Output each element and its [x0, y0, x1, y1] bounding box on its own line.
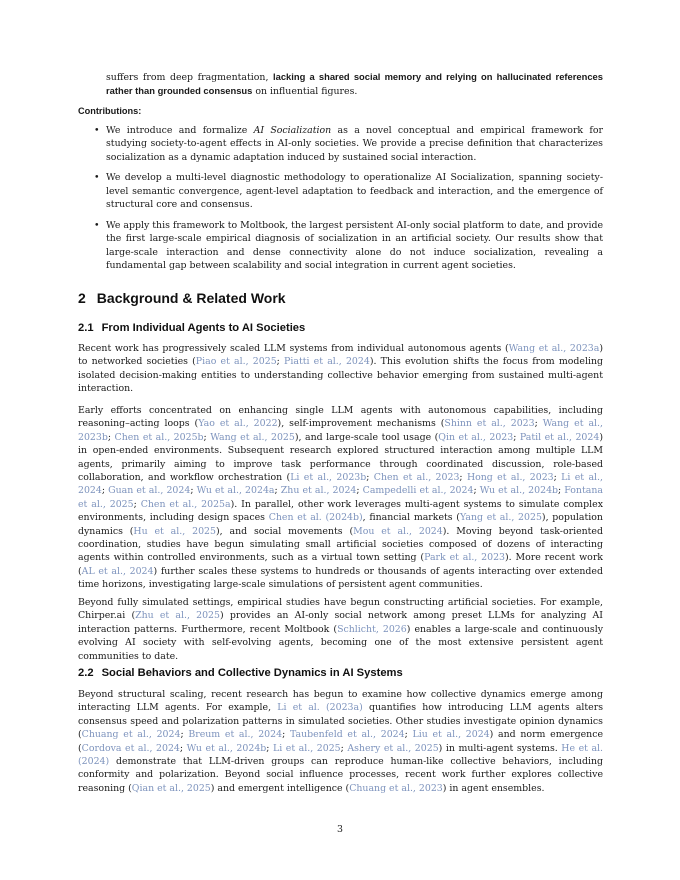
paragraph-text: ), and large-scale tool usage ( [294, 431, 439, 443]
subsection-number: 2.2 [78, 667, 94, 679]
paragraph [78, 404, 603, 592]
citation-link[interactable]: Chuang et al., 2024 [81, 729, 181, 741]
paragraph [78, 688, 603, 795]
citation-link[interactable]: Chen et al., 2025a [140, 498, 231, 510]
citation-link[interactable]: Shinn et al., 2023 [444, 418, 535, 430]
paragraph-text: quantifies how introducing LLM agents alters consensus speed and polarization patterns in simulated societies. Other studies investigate opinion dynamics ( [78, 702, 604, 741]
contribution-text-tail: as a novel conceptual and empirical framework for studying society-to-agent effects in AI-only societies. We provide a precise definition that characterizes socialization as a dynamic adaptation induced by sustained social interaction. [106, 125, 603, 163]
citation-link[interactable]: Taubenfeld et al., 2024 [289, 729, 405, 741]
citation-link[interactable]: Wu et al., 2024b [186, 742, 267, 754]
citation-link[interactable]: Wu et al., 2024b [479, 485, 559, 497]
paragraph-text: ) to networked societies ( [78, 343, 604, 368]
section-heading [78, 290, 286, 306]
citation-link[interactable]: Liu et al., 2024 [412, 729, 490, 741]
paragraph-text: ; [107, 431, 115, 443]
citation-link[interactable]: Hu et al., 2025 [133, 525, 216, 537]
citation-link[interactable]: Fontana et al., 2025 [78, 485, 603, 510]
citation-link[interactable]: Guan et al., 2024 [108, 485, 191, 497]
paragraph-text: ) and norm emergence ( [78, 729, 604, 754]
contribution-item [78, 124, 603, 164]
paragraph-text: ). More recent work ( [78, 552, 603, 577]
paragraph-text: ) further scales these systems to hundreds or thousands of agents interacting over extended time horizons, investigating large-scale simulations of persistent agent communities. [78, 565, 603, 591]
paragraph-text: ; [203, 431, 211, 443]
citation-link[interactable]: Piatti et al., 2024 [284, 356, 370, 368]
paragraph-text: ). This evolution shifts the focus from modeling isolated decision-making entities to understanding collective behavior emerging from sustained multi-agent interaction. [78, 356, 604, 395]
paragraph-text: ) and emergent intelligence ( [210, 782, 350, 794]
citation-link[interactable]: Wu et al., 2024a [196, 485, 275, 497]
citation-link[interactable]: Wang et al., 2025 [210, 431, 295, 443]
paragraph [78, 596, 603, 663]
citation-link[interactable]: AL et al., 2024 [81, 565, 154, 577]
paragraph-text: ; [282, 729, 290, 741]
citation-link[interactable]: Chen et al., 2023 [373, 472, 460, 484]
paragraph-text: ) enables a large-scale and continuously evolving AI society with self-evolving agents, becoming one of the most extensive persistent agent communities to date. [78, 623, 603, 662]
citation-link[interactable]: Wang et al., 2023a [508, 343, 600, 354]
citation-link[interactable]: Chuang et al., 2023 [349, 782, 443, 794]
contributions-list [78, 124, 603, 280]
contribution-item [78, 171, 603, 211]
intro-tail: on influential figures. [252, 86, 358, 98]
paragraph-text: Recent work has progressively scaled LLM systems from individual autonomous agents ( [78, 343, 509, 354]
paragraph-text: ), population dynamics ( [78, 512, 603, 537]
citation-link[interactable]: Patil et al., 2024 [519, 431, 600, 443]
citation-link[interactable]: Breum et al., 2024 [188, 729, 283, 741]
paragraph-text: ; [459, 472, 467, 484]
paragraph-text: ; [180, 729, 189, 741]
paragraph-text: ). In parallel, other work leverages multi-agent systems to simulate complex environments, including design spaces [78, 498, 604, 524]
citation-link[interactable]: Li et al. (2023a) [277, 702, 363, 714]
intro-bold-text: lacking a shared social memory and relying on hallucinated references rather than grounded consensus [106, 71, 603, 97]
paragraph-text: ) in open-ended environments. Subsequent research explored structured interaction among multiple LLM agents, primarily aiming to improve task performance through coordinated discussion, role-based collaboration, and workflow orchestration ( [78, 431, 603, 484]
citation-link[interactable]: Li et al., 2024 [78, 472, 603, 497]
paragraph-text: ; [340, 742, 348, 754]
citation-link[interactable]: Qin et al., 2023 [438, 431, 514, 443]
subsection-heading [78, 667, 403, 679]
paragraph-text: ; [276, 356, 285, 368]
citation-link[interactable]: Ashery et al., 2025 [347, 742, 439, 754]
paragraph-text: ) in multi-agent systems. [438, 742, 562, 754]
citation-link[interactable]: Zhu et al., 2024 [280, 485, 357, 497]
page-number: 3 [337, 824, 343, 835]
paragraph-text: ) provides an AI-only social network among preset LLMs for analyzing AI interaction patterns. Furthermore, recent Moltbook ( [78, 610, 603, 635]
intro-paragraph [106, 70, 603, 99]
paragraph [78, 342, 603, 396]
bullet-icon: • [94, 172, 100, 184]
paragraph-text: ; [274, 485, 281, 497]
paragraph-text: ), and social movements ( [215, 525, 354, 537]
citation-link[interactable]: Chen et al., 2025b [114, 431, 204, 443]
citation-link[interactable]: Park et al., 2023 [424, 552, 506, 564]
paragraph-text: ; [101, 485, 109, 497]
bullet-icon: • [94, 125, 100, 136]
paragraph-text: ; [266, 742, 274, 754]
paragraph-text: ; [558, 485, 565, 497]
paragraph-text: Early efforts concentrated on enhancing single LLM agents with autonomous capabilities, including reasoning–acting loops ( [78, 405, 603, 430]
paragraph-text: ; [404, 729, 413, 741]
citation-link[interactable]: Wang et al., 2023b [78, 418, 603, 443]
bullet-icon: • [94, 219, 100, 231]
section-title: Background & Related Work [96, 290, 286, 306]
citation-link[interactable]: Schlicht, 2026 [337, 623, 407, 635]
contribution-item [78, 219, 603, 273]
citation-link[interactable]: Yang et al., 2025 [459, 512, 542, 524]
subsection-title: From Individual Agents to AI Societies [101, 322, 306, 334]
section-number: 2 [78, 290, 86, 306]
paragraph-text: ), self-improvement mechanisms ( [277, 418, 445, 430]
contributions-heading: Contributions: [78, 106, 142, 116]
citation-link[interactable]: Yao et al., 2022 [198, 418, 278, 430]
paragraph-text: ; [534, 418, 543, 430]
intro-lead: suffers from deep fragmentation, [106, 72, 273, 83]
paragraph-text: ; [190, 485, 197, 497]
contribution-emphasis: AI Socialization [253, 125, 332, 136]
subsection-heading [78, 322, 305, 334]
paragraph-text: ). Moving beyond task-oriented coordination, studies have begun simulating small artificial societies composed of dozens of interacting agents within controlled environments, such as a virtual town setting ( [78, 525, 603, 564]
paragraph-text: ; [366, 472, 374, 484]
paragraph-text: ; [553, 472, 562, 484]
citation-link[interactable]: Zhu et al., 2025 [135, 610, 220, 622]
paragraph-text: ; [513, 431, 520, 443]
contribution-text: We apply this framework to Moltbook, the largest persistent AI-only social platform to date, and provide the first large-scale empirical diagnosis of socialization in an artificial society. Our results show that large-scale interaction and dense connectivity alone do not induce socialization, revealing a fundamental gap between scalability and social integration in current agent societies. [106, 219, 603, 272]
citation-link[interactable]: Qian et al., 2025 [131, 782, 211, 794]
citation-link[interactable]: Li et al., 2023b [290, 472, 367, 484]
citation-link[interactable]: Campedelli et al., 2024 [362, 485, 474, 497]
citation-link[interactable]: He et al. (2024) [78, 742, 604, 768]
paragraph-text: ; [473, 485, 480, 497]
paragraph-text: , financial markets ( [362, 512, 460, 524]
paragraph-text: Beyond structural scaling, recent research has begun to examine how collective dynamics emerge among interacting LLM agents. For example, [78, 689, 603, 714]
paragraph-text: ; [356, 485, 363, 497]
citation-link[interactable]: Hong et al., 2023 [466, 472, 554, 484]
citation-link[interactable]: Cordova et al., 2024 [81, 742, 180, 754]
contribution-text: We develop a multi-level diagnostic methodology to operationalize AI Socialization, spanning society-level semantic convergence, agent-level adaptation to feedback and interaction, and the emergence of structural core and consensus. [106, 172, 603, 211]
paragraph-text: Beyond fully simulated settings, empirical studies have begun constructing artificial societies. For example, Chirper.ai ( [78, 597, 603, 622]
paragraph-text: ; [133, 498, 141, 510]
subsection-title: Social Behaviors and Collective Dynamics in AI Systems [101, 667, 403, 679]
subsection-number: 2.1 [78, 322, 94, 334]
paragraph-text: ; [179, 742, 187, 754]
paragraph-text: ) in agent ensembles. [442, 782, 545, 794]
citation-link[interactable]: Mou et al., 2024 [353, 525, 443, 537]
citation-link[interactable]: Piao et al., 2025 [195, 356, 277, 368]
citation-link[interactable]: Li et al., 2025 [273, 742, 341, 754]
paragraph-text: demonstrate that LLM-driven groups can reproduce human-like collective behaviors, including conformity and polarization. Beyond social influence processes, recent work further explores collective reasoning ( [78, 756, 603, 794]
contribution-text: We introduce and formalize [106, 125, 254, 136]
citation-link[interactable]: Chen et al. (2024b) [268, 512, 363, 524]
